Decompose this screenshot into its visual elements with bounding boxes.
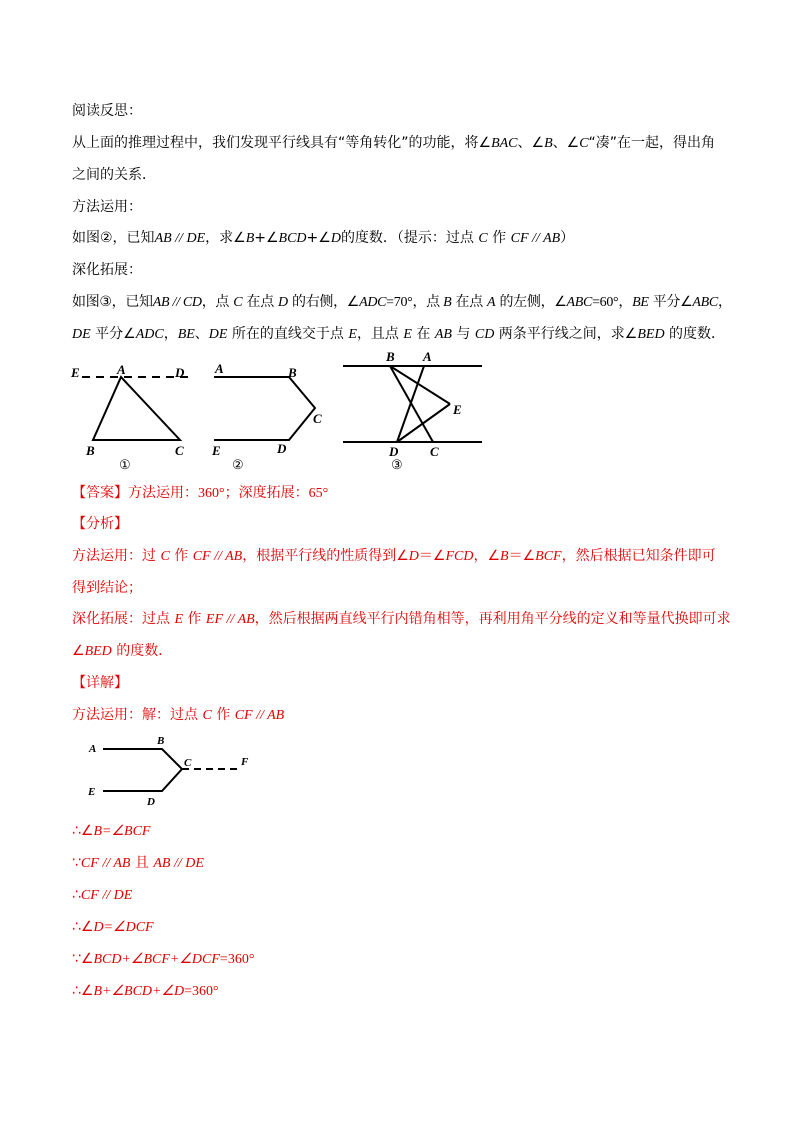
method-heading: 方法运用：	[72, 199, 142, 215]
solution-figure-label-B: B	[157, 735, 165, 747]
figure-3-label-E: E	[453, 402, 462, 417]
figure-3-label-C: C	[430, 444, 439, 459]
figure-1-label-C: C	[175, 443, 184, 458]
figure-3-label-D: D	[389, 444, 399, 459]
figure-2-label-D: D	[277, 441, 287, 456]
figure-2-label-E: E	[212, 443, 221, 458]
solution-figure-label-F: F	[241, 756, 249, 768]
figure-3-label-A: A	[423, 349, 432, 364]
analysis-tag: 【分析】	[72, 516, 128, 532]
figure-1-label-E: E	[71, 365, 80, 380]
solution-figure-label-C: C	[184, 757, 192, 769]
figure-1-triangle	[93, 377, 180, 440]
figure-2-number: ②	[232, 457, 244, 472]
solution-figure	[0, 730, 793, 810]
analysis-line-4: ∠BED 的度数．	[72, 643, 173, 659]
figure-2	[211, 361, 322, 472]
detail-step-5: ∵∠BCD+∠BCF+∠DCF=360°	[72, 951, 255, 967]
detail-step-1: ∴∠B=∠BCF	[72, 823, 151, 839]
analysis-line-3: 深化拓展：过点 E 作 EF // AB，然后根据两直线平行内错角相等，再利用角平分线的定义和等量代换即可求	[72, 611, 731, 627]
detail-line-1: 方法运用：解：过点 C 作 CF // AB	[72, 707, 285, 723]
figure-1-label-A: A	[117, 362, 126, 377]
detail-tag: 【详解】	[72, 675, 128, 691]
solution-figure-polyline	[103, 749, 182, 791]
reading-heading: 阅读反思：	[72, 103, 142, 119]
deep-heading: 深化拓展：	[72, 262, 142, 278]
figure-3-segment-BE	[390, 366, 450, 404]
figure-1	[70, 362, 190, 472]
figure-1-number: ①	[119, 457, 131, 472]
deep-question-line-1: 如图③，已知AB // CD，点 C 在点 D 的右侧，∠ADC=70°，点 B 在点 A 的左侧，∠ABC=60°，BE 平分∠ABC，	[72, 294, 732, 310]
reading-paragraph-line-1: 从上面的推理过程中，我们发现平行线具有“等角转化”的功能，将∠BAC、∠B、∠C“凑”在一起，得出角	[72, 135, 716, 151]
figure-2-polyline	[214, 377, 315, 440]
analysis-line-2: 得到结论；	[72, 580, 142, 596]
figure-1-label-B: B	[86, 443, 95, 458]
solution-figure-label-A: A	[89, 743, 97, 755]
detail-step-3: ∴CF // DE	[72, 887, 133, 903]
solution-figure-label-D: D	[147, 796, 155, 808]
analysis-line-1: 方法运用：过 C 作 CF // AB，根据平行线的性质得到∠D＝∠FCD，∠B＝∠BCF，然后根据已知条件即可	[72, 548, 716, 564]
detail-step-2: ∵CF // AB 且 AB // DE	[72, 855, 204, 871]
figure-3-number: ③	[391, 457, 403, 472]
figure-2-label-C: C	[313, 411, 322, 426]
detail-step-6: ∴∠B+∠BCD+∠D=360°	[72, 983, 219, 999]
figure-3-segment-DE	[397, 404, 450, 442]
figure-3-segment-AD	[397, 366, 424, 442]
problem-figures	[0, 345, 793, 480]
reading-paragraph-line-2: 之间的关系．	[72, 167, 156, 183]
figure-3-label-B: B	[386, 349, 395, 364]
figure-1-label-D: D	[175, 365, 185, 380]
figure-2-label-A: A	[215, 361, 224, 376]
figure-3	[343, 349, 482, 472]
solution-figure-label-E: E	[88, 786, 96, 798]
detail-step-4: ∴∠D=∠DCF	[72, 919, 154, 935]
answer-line: 【答案】方法运用：360°；深度拓展：65°	[72, 485, 329, 501]
method-question: 如图②，已知AB // DE，求∠B+∠BCD+∠D的度数．（提示：过点 C 作 CF // AB）	[72, 230, 575, 246]
deep-question-line-2: DE 平分∠ADC，BE、DE 所在的直线交于点 E，且点 E 在 AB 与 CD 两条平行线之间，求∠BED 的度数．	[72, 326, 726, 342]
figure-2-label-B: B	[288, 365, 297, 380]
